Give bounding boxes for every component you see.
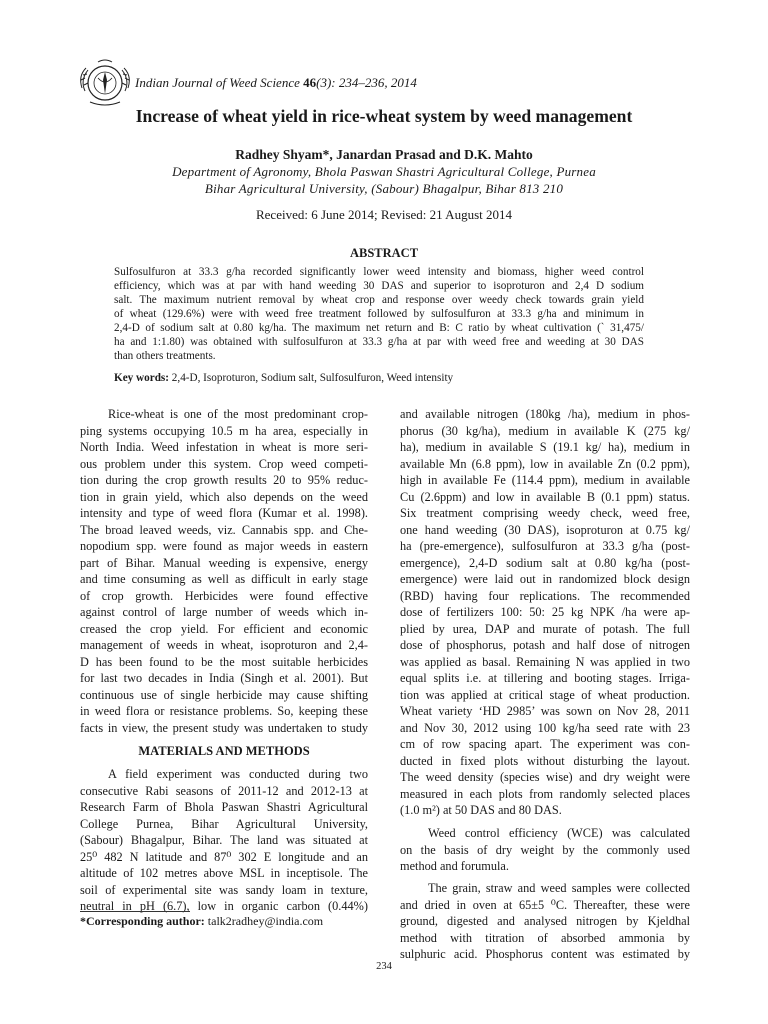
body-line: continuous use of single herbicide may cause shifting (80, 687, 368, 702)
body-line: The weed density (species wise) and dry weight were (400, 770, 690, 784)
abstract-line: Sulfosulfuron at 33.3 g/ha recorded significantly lower weed intensity and biomass, higher weed control (114, 266, 644, 278)
affiliation-line: Department of Agronomy, Bhola Paswan Shastri Agricultural College, Purnea (172, 164, 596, 179)
body-line: intensity and type of weed flora (Kumar et al. 1998). (80, 506, 368, 520)
body-line: tion was applied at critical stage of wheat production. (400, 687, 690, 702)
body-line: ducted in fixed plots without disturbing the layout. (400, 753, 690, 768)
body-line: of crop growth. Herbicides were found effective (80, 588, 368, 603)
body-line: sulphuric acid. Phosphorus content was estimated by (400, 947, 690, 961)
abstract-line: efficiency, which was at par with hand weeding 30 DAS and superior to isoproturon and 2,4 D sodium (114, 280, 644, 292)
body-line: was applied as basal. Remaining N was applied in two (400, 654, 690, 669)
body-line: emergence) were laid out in randomized block design (400, 572, 690, 586)
journal-citation (135, 75, 417, 91)
body-line: A field experiment was conducted during two (108, 767, 368, 781)
body-line: D has been found to be the most suitable herbicides (80, 654, 368, 669)
section-heading-methods: MATERIALS AND METHODS (138, 744, 310, 758)
body-line: (1.0 m²) at 50 DAS and 80 DAS. (400, 803, 562, 817)
body-line: for last two decades in India (Singh et al. 2001). But (80, 671, 368, 685)
body-line: cm of row spacing apart. The experiment was con- (400, 737, 690, 751)
body-line: high in available Fe (114.4 ppm), medium in available (400, 473, 690, 487)
body-line: tion in grain yield, which also depends on the weed (80, 489, 368, 504)
journal-issue-pages: (3): 234–236, 2014 (316, 75, 417, 90)
body-line: Research Farm of Bhola Paswan Shastri Agricultural (80, 800, 368, 814)
footnote-label: *Corresponding author: (80, 914, 205, 928)
body-line: College Purnea, Bihar Agricultural University, (80, 816, 368, 831)
body-line: dose of fertilizers 100: 50: 25 kg NPK /ha were ap- (400, 605, 690, 619)
journal-name: Indian Journal of Weed Science (135, 75, 300, 90)
body-line: and Nov 30, 2012 using 100 kg/ha seed rate with 23 (400, 720, 690, 735)
body-line: ous problem under this system. Crop weed competi- (80, 456, 368, 471)
body-line: Wheat variety ‘HD 2985’ was sown on Nov 28, 2011 (400, 704, 690, 718)
corresponding-author-footnote (80, 914, 323, 929)
body-line: ping systems occupying 10.5 m ha area, especially in (80, 423, 368, 438)
body-line: part of Bihar. Manual weeding is expensive, energy (80, 555, 368, 570)
body-line: Rice-wheat is one of the most predominant crop- (108, 407, 368, 421)
body-line: The broad leaved weeds, viz. Cannabis spp. and Che- (80, 522, 368, 537)
paper-title: Increase of wheat yield in rice-wheat system by weed management (135, 106, 633, 126)
body-line: phorus (30 kg/ha), medium in available K (275 kg/ (400, 423, 690, 438)
body-line: ha (pre-emergence), sulfosulfuron at 33.3 g/ha (post- (400, 539, 690, 553)
body-line: ha), medium in available S (19.1 kg/ ha), medium in (400, 440, 690, 454)
body-line: equal splits i.e. at tillering and booting stages. Irriga- (400, 671, 690, 685)
journal-volume: 46 (303, 75, 317, 90)
body-line: creased the crop yield. For efficient and economic (80, 621, 368, 636)
abstract-heading: ABSTRACT (349, 246, 419, 260)
body-line: on the basis of dry weight by the commonly used (400, 842, 690, 857)
body-line: altitude of 102 metres above MSL in inceptisole. The (80, 866, 368, 880)
abstract-line: salt. The maximum nutrient removal by wheat crop and response over weedy check towards grain yield (114, 294, 644, 306)
keywords-label: Key words: (114, 372, 169, 384)
body-line: (Sabour) Bhagalpur, Bihar. The land was situated at (80, 833, 368, 847)
body-line: tion during the crop growth results 20 to 95% reduc- (80, 473, 368, 487)
affiliation-line: Bihar Agricultural University, (Sabour) Bhagalpur, Bihar 813 210 (204, 181, 564, 196)
body-line: measured in each plots from randomly selected places (400, 786, 690, 801)
body-line: method and forumula. (400, 859, 509, 873)
body-line: dose of phosphorus, potash and half dose of nitrogen (400, 638, 690, 652)
body-line: and available nitrogen (180kg /ha), medium in phos- (400, 407, 690, 421)
body-line: The grain, straw and weed samples were collected (428, 881, 690, 895)
body-line: emergence), 2,4-D sodium salt at 0.80 kg/ha (post- (400, 555, 690, 570)
journal-logo (76, 58, 134, 108)
body-line: consecutive Rabi seasons of 2011-12 and 2012-13 at (80, 783, 368, 798)
body-line: Six treatment comprising weedy check, weed free, (400, 506, 690, 520)
body-line: 25⁰ 482 N latitude and 87⁰ 302 E longitude and an (80, 849, 368, 864)
page-number: 234 (376, 961, 392, 972)
body-line: method with titration of absorbed ammonia by (400, 930, 690, 945)
body-line: ground, digested and analysed nitrogen by Kjeldhal (400, 914, 690, 928)
body-line: and dried in oven at 65±5 ⁰C. Thereafter, these were (400, 897, 690, 912)
body-line: available Mn (6.8 ppm), low in available Zn (0.2 ppm), (400, 456, 690, 471)
keywords (114, 372, 453, 384)
body-line: against control of large number of weeds which in- (80, 605, 368, 619)
body-line: management of weeds in wheat, isoproturon and 2,4- (80, 638, 368, 652)
body-line: Cu (2.6ppm) and low in available B (0.1 ppm) status. (400, 489, 690, 504)
abstract-line: of wheat (129.6%) were with weed free treatment followed by sulfosulfuron at 33.3 g/ha and minimum in (114, 308, 644, 320)
body-line: in weed flora or resistance problems. So, keeping these (80, 704, 368, 718)
body-line: (RBD) having four replications. The recommended (400, 588, 690, 603)
body-line: neutral in pH (6.7), low in organic carbon (0.44%) (80, 899, 368, 913)
footnote-divider (80, 911, 190, 912)
abstract-line: 2,4-D of sodium salt at 0.80 kg/ha. The maximum net return and B: C ratio by wheat cultivation (` 31,475/ (114, 322, 644, 334)
abstract-line: than others treatments. (114, 350, 216, 362)
body-line: and time consuming as well as difficult in early stage (80, 572, 368, 586)
keywords-text: 2,4-D, Isoproturon, Sodium salt, Sulfosulfuron, Weed intensity (169, 372, 454, 384)
body-line: one hand weeding (30 DAS), isoproturon at 0.75 kg/ (400, 522, 690, 537)
body-line: facts in view, the present study was undertaken to study (80, 720, 368, 735)
author-email: talk2radhey@india.com (204, 914, 324, 928)
body-line: plied by urea, DAP and murate of potash. The full (400, 621, 690, 636)
received-dates: Received: 6 June 2014; Revised: 21 August 2014 (255, 207, 512, 222)
body-line: North India. Weed infestation in wheat is more seri- (80, 440, 368, 454)
abstract-line: ha and 1:1.80) was obtained with sulfosulfuron at 33.3 g/ha at par with weed free and weeding at 30 DAS (114, 336, 644, 348)
body-line: soil of experimental site was sandy loam in texture, (80, 882, 368, 897)
body-line: Weed control efficiency (WCE) was calculated (428, 826, 690, 840)
body-line: nopodium spp. were found as major weeds in eastern (80, 539, 368, 553)
author-list: Radhey Shyam*, Janardan Prasad and D.K. Mahto (235, 147, 533, 162)
